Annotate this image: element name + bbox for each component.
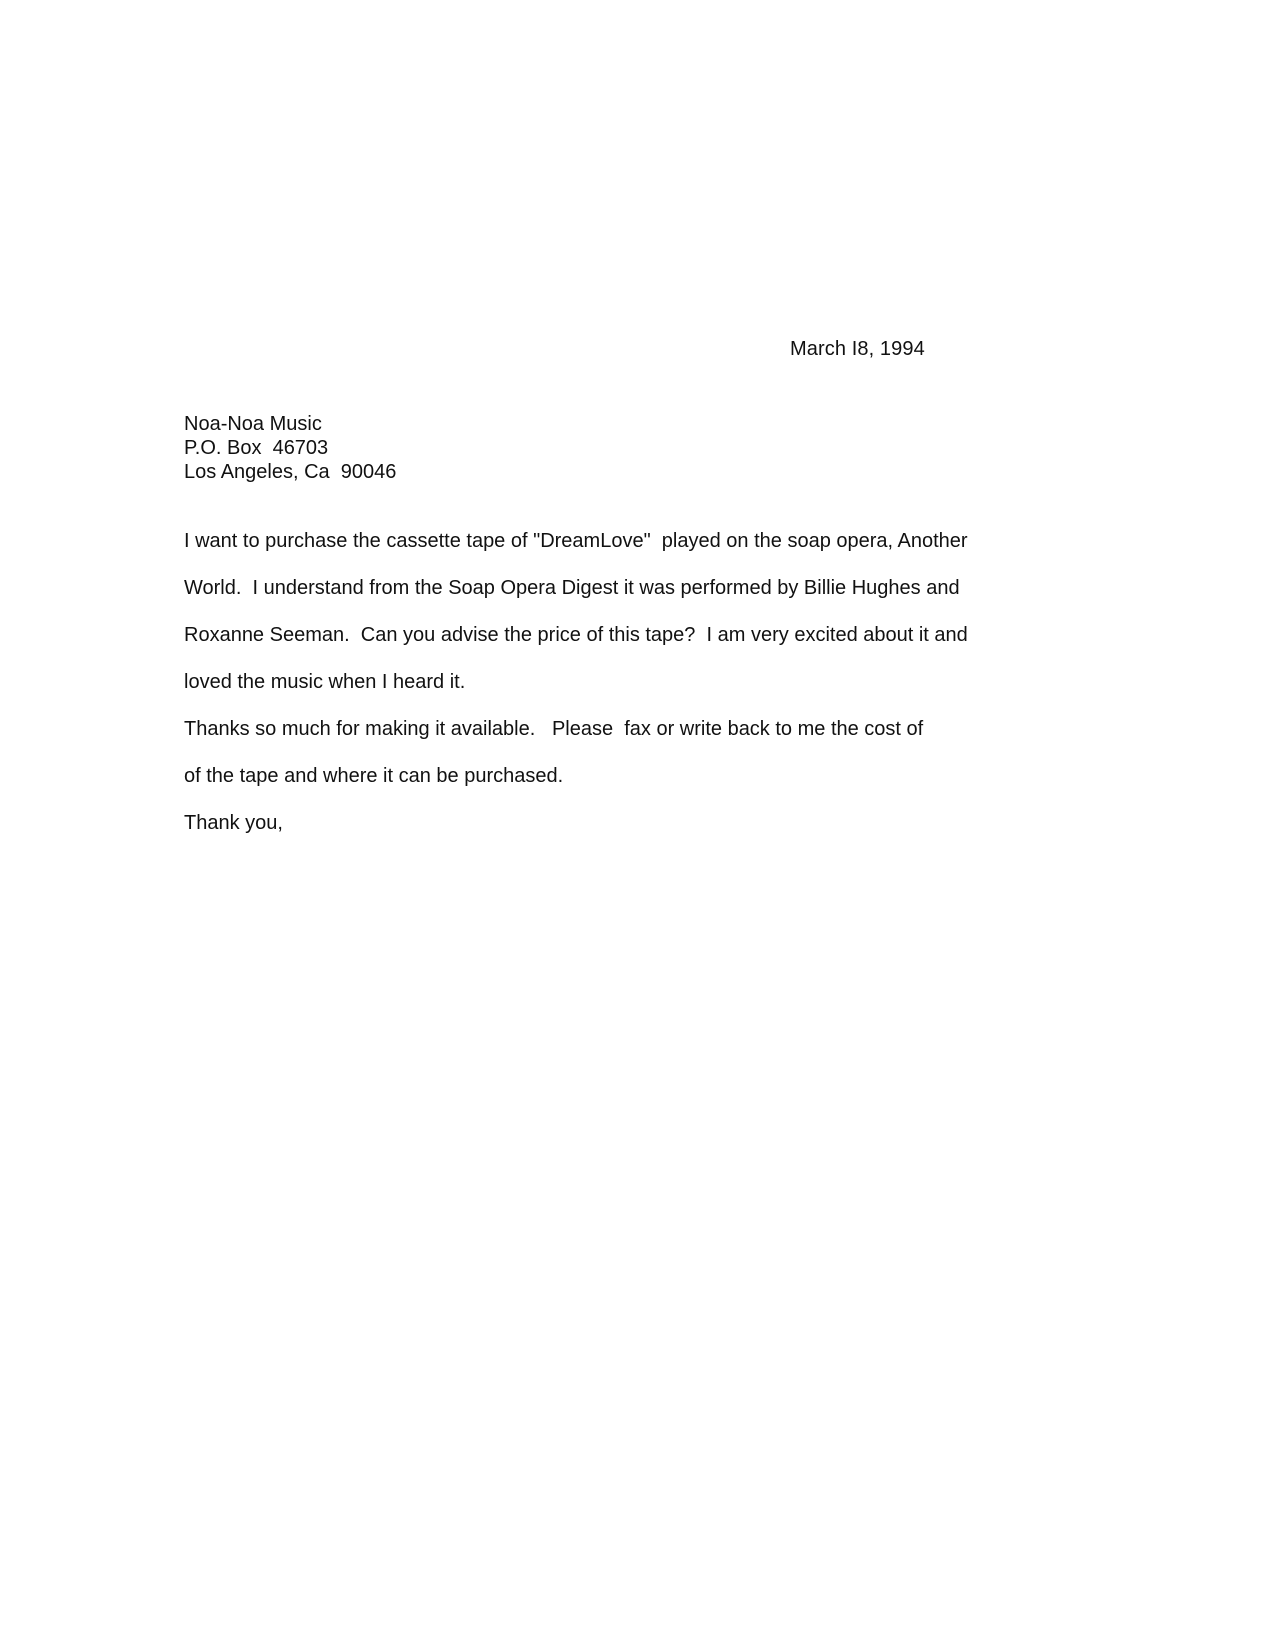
body-line: I want to purchase the cassette tape of "DreamLove" played on the soap opera, Another — [184, 530, 968, 552]
address-line-po-box: P.O. Box 46703 — [184, 437, 329, 459]
address-line-name: Noa-Noa Music — [184, 413, 322, 435]
address-line-city: Los Angeles, Ca 90046 — [184, 461, 397, 483]
letter-date: March I8, 1994 — [790, 338, 925, 360]
body-line: of the tape and where it can be purchased. — [184, 765, 564, 787]
body-line: Roxanne Seeman. Can you advise the price of this tape? I am very excited about it and — [184, 624, 968, 646]
closing-line: Thank you, — [184, 812, 283, 834]
body-line: World. I understand from the Soap Opera Digest it was performed by Billie Hughes and — [184, 577, 960, 599]
body-line: Thanks so much for making it available. Please fax or write back to me the cost of — [184, 718, 924, 740]
recipient-address — [184, 412, 396, 484]
body-line: loved the music when I heard it. — [184, 671, 466, 693]
